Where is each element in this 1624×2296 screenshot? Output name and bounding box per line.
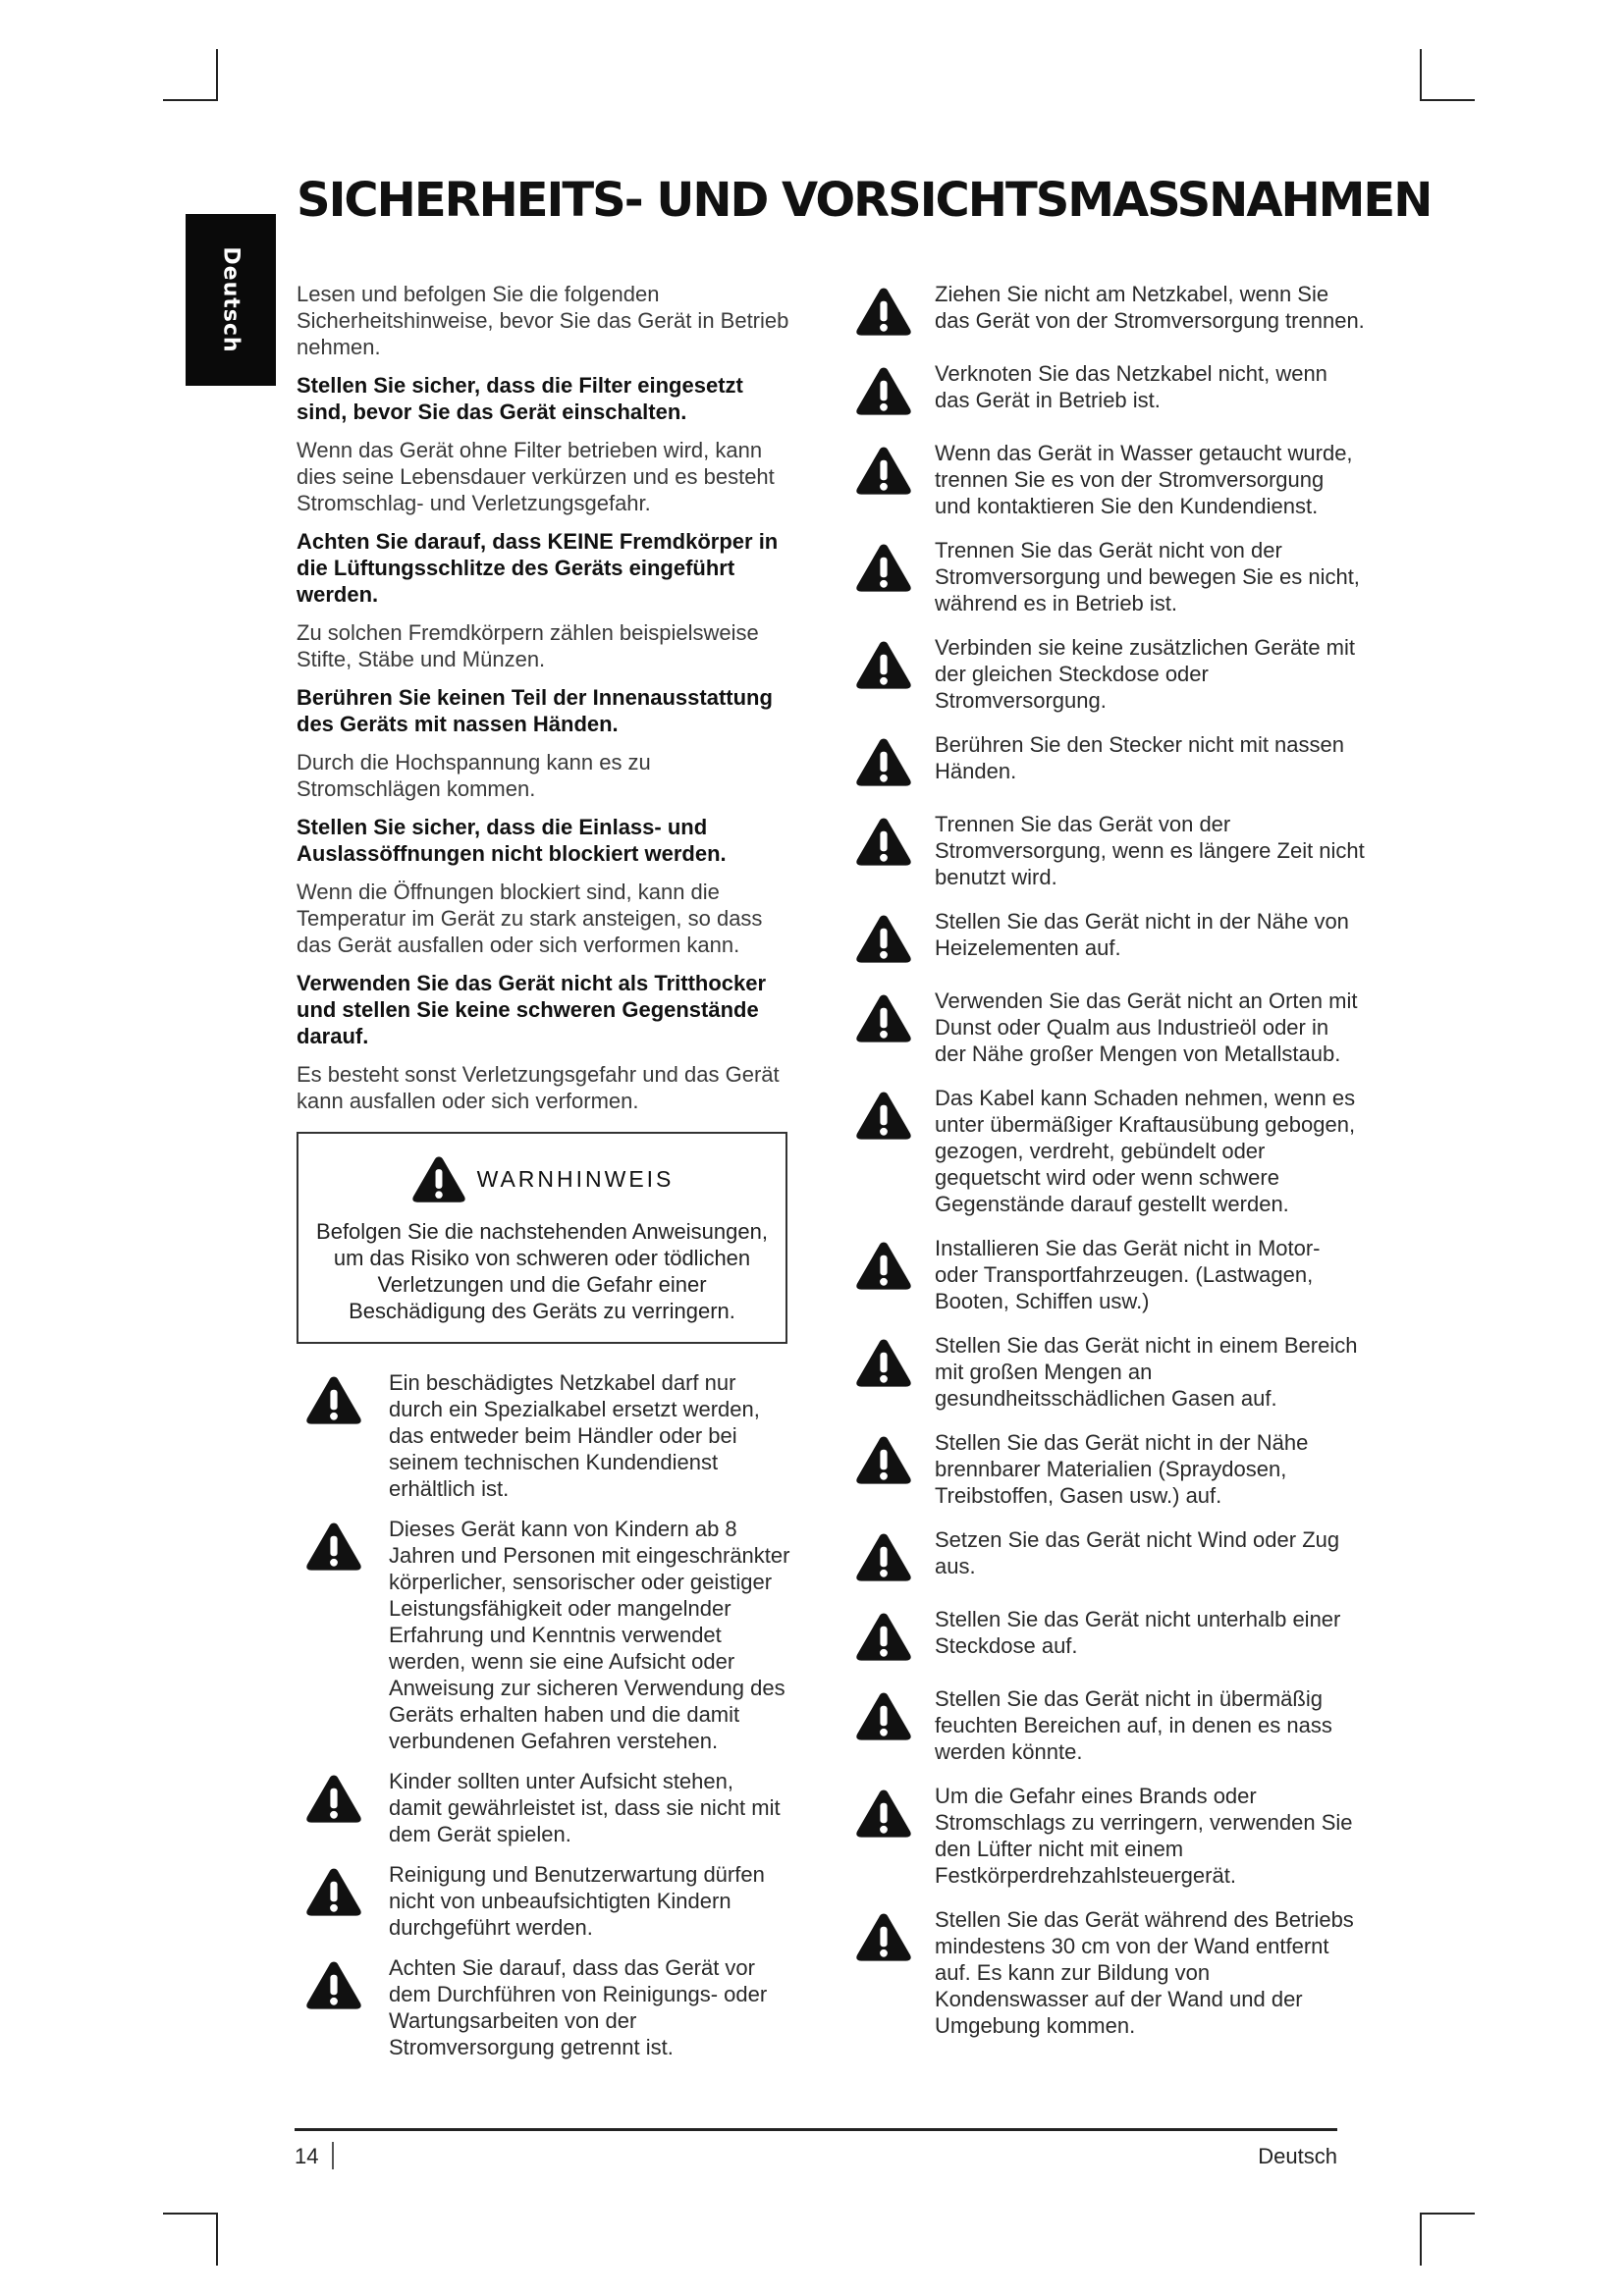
warning-triangle-icon (304, 1865, 363, 1923)
language-tab (186, 214, 276, 386)
crop-mark (1420, 2213, 1475, 2215)
warning-item (854, 1235, 1365, 1314)
warning-text: Stellen Sie das Gerät nicht in übermäßig feuchten Bereichen auf, in denen es nass werden könnte. (935, 1686, 1332, 1764)
warning-text: Stellen Sie das Gerät nicht unterhalb einer Steckdose auf. (935, 1607, 1341, 1658)
warning-triangle-icon (854, 1787, 913, 1844)
warning-item (854, 1429, 1365, 1509)
warning-triangle-icon (854, 1239, 913, 1297)
warning-text: Berühren Sie den Stecker nicht mit nassen Händen. (935, 732, 1345, 783)
instruction-text: Es besteht sonst Verletzungsgefahr und das Gerät kann ausfallen oder sich verformen. (297, 1062, 780, 1113)
warning-text: Ziehen Sie nicht am Netzkabel, wenn Sie das Gerät von der Stromversorgung trennen. (935, 282, 1365, 333)
crop-mark (216, 49, 218, 101)
warning-item (304, 1369, 797, 1502)
left-warning-list (304, 1369, 797, 2060)
warning-triangle-icon (854, 638, 913, 696)
crop-mark (1420, 49, 1422, 101)
warning-item (854, 1783, 1365, 1889)
warning-triangle-icon (410, 1153, 467, 1204)
warning-heading (316, 1153, 768, 1204)
warning-triangle-icon (854, 1433, 913, 1491)
warning-item (854, 360, 1365, 422)
instruction-text: Durch die Hochspannung kann es zu Stromschlägen kommen. (297, 750, 651, 801)
warning-text: Dieses Gerät kann von Kindern ab 8 Jahren und Personen mit eingeschränkter körperlicher, sensorischer oder geistiger Leistungsfähigkeit oder mangelnder Erfahrung und Kenntnis verwendet werden, wenn sie eine Aufsicht oder Anweisung zur sicheren Verwendung des Geräts erhalten haben und die damit verbundenen Gefahren verstehen. (389, 1517, 790, 1753)
warning-item (854, 537, 1365, 616)
warning-triangle-icon (854, 735, 913, 793)
warning-triangle-icon (854, 815, 913, 873)
warning-triangle-icon (854, 1089, 913, 1147)
warning-triangle-icon (854, 991, 913, 1049)
page-title: SICHERHEITS- UND VORSICHTSMASSNAHMEN (297, 173, 1432, 228)
warning-item (854, 1606, 1365, 1668)
warning-text: Wenn das Gerät in Wasser getaucht wurde, trennen Sie es von der Stromversorgung und kontaktieren Sie den Kundendienst. (935, 441, 1353, 518)
language-tab-label: Deutsch (218, 246, 244, 353)
warning-text: Installieren Sie das Gerät nicht in Motor- oder Transportfahrzeugen. (Lastwagen, Booten, Schiffen usw.) (935, 1236, 1321, 1313)
warning-text: Das Kabel kann Schaden nehmen, wenn es unter übermäßiger Kraftausübung gebogen, gezogen, verdreht, gebündelt oder gequetscht wird oder wenn schwere Gegenstände darauf gestellt werden. (935, 1086, 1356, 1216)
crop-mark (216, 2213, 218, 2266)
instruction-text: Wenn die Öffnungen blockiert sind, kann die Temperatur im Gerät zu stark ansteigen, so dass das Gerät ausfallen oder sich verformen kann. (297, 880, 763, 957)
warning-heading-text: WARNHINWEIS (476, 1165, 675, 1192)
warning-item (854, 731, 1365, 793)
warning-triangle-icon (854, 1530, 913, 1588)
footer-divider (295, 2128, 1337, 2131)
instruction-text: Wenn das Gerät ohne Filter betrieben wird, kann dies seine Lebensdauer verkürzen und es besteht Stromschlag- und Verletzungsgefahr. (297, 438, 775, 515)
warning-item (304, 1954, 797, 2060)
crop-mark (1420, 99, 1475, 101)
warning-text: Verwenden Sie das Gerät nicht an Orten mit Dunst oder Qualm aus Industrieöl oder in der Nähe großer Mengen von Metallstaub. (935, 988, 1358, 1066)
warning-text: Stellen Sie das Gerät nicht in der Nähe brennbarer Materialien (Spraydosen, Treibstoffen, Gasen usw.) auf. (935, 1430, 1309, 1508)
warning-triangle-icon (854, 541, 913, 599)
page-number: 14 (295, 2144, 319, 2168)
warning-text: Kinder sollten unter Aufsicht stehen, damit gewährleistet ist, dass sie nicht mit dem Gerät spielen. (389, 1769, 781, 1846)
left-column (297, 281, 797, 2074)
instruction-heading: Achten Sie darauf, dass KEINE Fremdkörper in die Lüftungsschlitze des Geräts eingeführt werden. (297, 529, 779, 607)
warning-text: Um die Gefahr eines Brands oder Stromschlags zu verringern, verwenden Sie den Lüfter nicht mit einem Festkörperdrehzahlsteuergerät. (935, 1784, 1353, 1888)
warning-text: Reinigung und Benutzerwartung dürfen nicht von unbeaufsichtigten Kindern durchgeführt werden. (389, 1862, 765, 1940)
right-warning-list (854, 281, 1365, 2056)
warning-text: Verknoten Sie das Netzkabel nicht, wenn das Gerät in Betrieb ist. (935, 361, 1327, 412)
instruction-text: Zu solchen Fremdkörpern zählen beispielsweise Stifte, Stäbe und Münzen. (297, 620, 759, 671)
warning-text: Trennen Sie das Gerät von der Stromversorgung, wenn es längere Zeit nicht benutzt wird. (935, 812, 1365, 889)
warning-triangle-icon (854, 1689, 913, 1747)
warning-triangle-icon (854, 364, 913, 422)
warning-item (304, 1861, 797, 1941)
warning-text: Stellen Sie das Gerät nicht in einem Bereich mit großen Mengen an gesundheitsschädlichen Gasen auf. (935, 1333, 1358, 1411)
warning-triangle-icon (854, 912, 913, 970)
warning-item (854, 1085, 1365, 1217)
warning-text: Stellen Sie das Gerät nicht in der Nähe von Heizelementen auf. (935, 909, 1349, 960)
warning-text: Stellen Sie das Gerät während des Betriebs mindestens 30 cm von der Wand entfernt auf. Es kann zur Bildung von Kondenswasser auf der Wand und der Umgebung kommen. (935, 1907, 1354, 2038)
warning-box-text: Befolgen Sie die nachstehenden Anweisungen, um das Risiko von schweren oder tödlichen Verletzungen und die Gefahr einer Beschädigung des Geräts zu verringern. (316, 1219, 768, 1323)
warning-triangle-icon (854, 285, 913, 343)
warning-item (854, 988, 1365, 1067)
warning-item (854, 1332, 1365, 1412)
instruction-heading: Verwenden Sie das Gerät nicht als Tritthocker und stellen Sie keine schweren Gegenstände darauf. (297, 971, 767, 1048)
warning-triangle-icon (854, 444, 913, 502)
instruction-text: Lesen und befolgen Sie die folgenden Sicherheitshinweise, bevor Sie das Gerät in Betrieb nehmen. (297, 282, 789, 359)
warning-item (854, 811, 1365, 890)
warning-item (304, 1516, 797, 1754)
instruction-heading: Stellen Sie sicher, dass die Einlass- und Auslassöffnungen nicht blockiert werden. (297, 815, 727, 866)
warning-triangle-icon (304, 1772, 363, 1830)
warning-item (854, 1906, 1365, 2039)
warning-triangle-icon (304, 1520, 363, 1577)
warning-item (854, 281, 1365, 343)
footer-language: Deutsch (1258, 2144, 1337, 2168)
warning-text: Achten Sie darauf, dass das Gerät vor dem Durchführen von Reinigungs- oder Wartungsarbeiten von der Stromversorgung getrennt ist. (389, 1955, 768, 2059)
warning-box (297, 1132, 787, 1344)
warning-item (854, 634, 1365, 714)
page-number-separator (332, 2142, 334, 2169)
warning-triangle-icon (854, 1336, 913, 1394)
instruction-heading: Berühren Sie keinen Teil der Innenausstattung des Geräts mit nassen Händen. (297, 685, 773, 736)
warning-text: Setzen Sie das Gerät nicht Wind oder Zug aus. (935, 1527, 1340, 1578)
warning-text: Trennen Sie das Gerät nicht von der Stromversorgung und bewegen Sie es nicht, während es in Betrieb ist. (935, 538, 1360, 615)
warning-item (854, 1685, 1365, 1765)
intro-paragraphs (297, 281, 797, 1114)
crop-mark (163, 2213, 218, 2215)
crop-mark (1420, 2213, 1422, 2266)
warning-item (854, 908, 1365, 970)
warning-triangle-icon (304, 1373, 363, 1431)
instruction-heading: Stellen Sie sicher, dass die Filter eingesetzt sind, bevor Sie das Gerät einschalten. (297, 373, 743, 424)
warning-text: Ein beschädigtes Netzkabel darf nur durch ein Spezialkabel ersetzt werden, das entweder beim Händler oder bei seinem technischen Kundendienst erhältlich ist. (389, 1370, 760, 1501)
warning-item (854, 440, 1365, 519)
warning-text: Verbinden sie keine zusätzlichen Geräte mit der gleichen Steckdose oder Stromversorgung. (935, 635, 1356, 713)
warning-triangle-icon (854, 1910, 913, 1968)
warning-triangle-icon (304, 1958, 363, 2016)
crop-mark (163, 99, 218, 101)
warning-item (304, 1768, 797, 1847)
warning-item (854, 1526, 1365, 1588)
warning-triangle-icon (854, 1610, 913, 1668)
